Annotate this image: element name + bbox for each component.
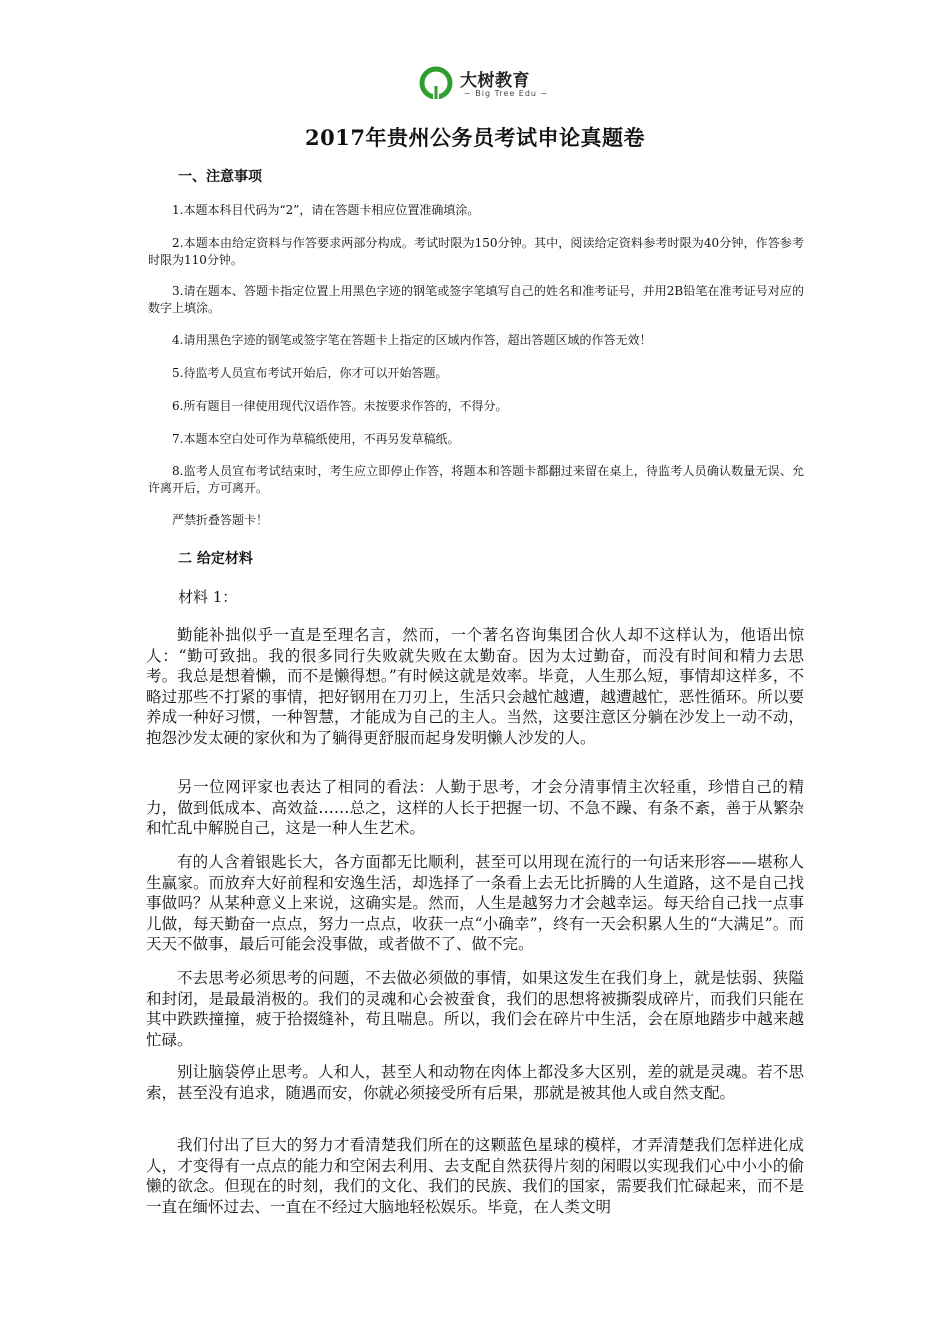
material-paragraph: 别让脑袋停止思考。人和人，甚至人和动物在肉体上都没多大区别，差的就是灵魂。若不思索，甚至没有追求，随遇而安，你就必须接受所有后果，那就是被其他人或自然支配。: [146, 1063, 804, 1102]
material-paragraph: 另一位网评家也表达了相同的看法：人勤于思考，才会分清事情主次轻重，珍惜自己的精力，做到低成本、高效益……总之，这样的人长于把握一切、不急不躁、有条不紊，善于从繁杂和忙乱中解脱自己，这是一种人生艺术。: [146, 778, 804, 837]
note-warning: 严禁折叠答题卡！: [172, 513, 269, 527]
material-paragraph: 我们付出了巨大的努力才看清楚我们所在的这颗蓝色星球的模样，才弄清楚我们怎样进化成人，才变得有一点点的能力和空闲去利用、去支配自然获得片刻的闲暇以实现我们心中小小的偷懒的欲念。但现在的时刻，我们的文化、我们的民族、我们的国家，需要我们忙碌起来，而不是一直在缅怀过去、一直在不经过大脑地轻松娱乐。毕竟，在人类文明: [146, 1136, 804, 1216]
material-label: 材料 1：: [178, 588, 238, 606]
note-item: 7.本题本空白处可作为草稿纸使用，不再另发草稿纸。: [172, 432, 460, 446]
note-item: 4.请用黑色字迹的钢笔或签字笔在答题卡上指定的区域内作答，超出答题区域的作答无效！: [172, 333, 652, 347]
section-heading-notes: 一、注意事项: [178, 169, 262, 185]
note-item: 3.请在题本、答题卡指定位置上用黑色字迹的钢笔或签字笔填写自己的姓名和准考证号，并用2B铅笔在准考证号对应的数字上填涂。: [148, 284, 804, 315]
section-heading-materials: 二 给定材料: [178, 551, 253, 567]
note-item: 1.本题本科目代码为“2”，请在答题卡相应位置准确填涂。: [172, 203, 480, 217]
material-paragraph: 不去思考必须思考的问题，不去做必须做的事情，如果这发生在我们身上，就是怯弱、狭隘和封闭，是最最消极的。我们的灵魂和心会被蚕食，我们的思想将被撕裂成碎片，而我们只能在其中跌跌撞撞，疲于拾掇缝补，苟且喘息。所以，我们会在碎片中生活，会在原地踏步中越来越忙碌。: [146, 969, 804, 1049]
brand-logo: [418, 64, 548, 104]
note-item: 8.监考人员宣布考试结束时，考生应立即停止作答，将题本和答题卡都翻过来留在桌上，待监考人员确认数量无误、允许离开后，方可离开。: [148, 464, 804, 495]
logo-tagline: ~ Big Tree Edu ~: [464, 89, 549, 98]
material-paragraph: 勤能补拙似乎一直是至理名言，然而，一个著名咨询集团合伙人却不这样认为，他语出惊人：“勤可致拙。我的很多同行失败就失败在太勤奋。因为太过勤奋，而没有时间和精力去思考。我总是想着懒，而不是懒得想。”有时候这就是效率。毕竟，人生那么短，事情却这样多，不略过那些不打紧的事情，把好钢用在刀刃上，生活只会越忙越遭，越遭越忙，恶性循环。所以要养成一种好习惯，一种智慧，才能成为自己的主人。当然，这要注意区分躺在沙发上一动不动，抱怨沙发太硬的家伙和为了躺得更舒服而起身发明懒人沙发的人。: [146, 626, 804, 747]
material-paragraph: 有的人含着银匙长大，各方面都无比顺利，甚至可以用现在流行的一句话来形容——堪称人生赢家。而放弃大好前程和安逸生活，却选择了一条看上去无比折腾的人生道路，这不是自己找事做吗？从某种意义上来说，这确实是。然而，人生是越努力才会越幸运。每天给自己找一点事儿做，每天勤奋一点点，努力一点点，收获一点“小确幸”，终有一天会积累人生的“大满足”。而天天不做事，最后可能会没事做，或者做不了、做不完。: [146, 853, 804, 953]
note-item: 2.本题本由给定资料与作答要求两部分构成。考试时限为150分钟。其中，阅读给定资料参考时限为40分钟，作答参考时限为110分钟。: [148, 236, 804, 267]
page-title: 2017年贵州公务员考试申论真题卷: [305, 125, 645, 150]
tree-logo-icon: [418, 66, 454, 102]
note-item: 5.待监考人员宣布考试开始后，你才可以开始答题。: [172, 366, 448, 380]
logo-brand-text: 大树教育: [460, 71, 530, 91]
note-item: 6.所有题目一律使用现代汉语作答。未按要求作答的，不得分。: [172, 399, 508, 413]
